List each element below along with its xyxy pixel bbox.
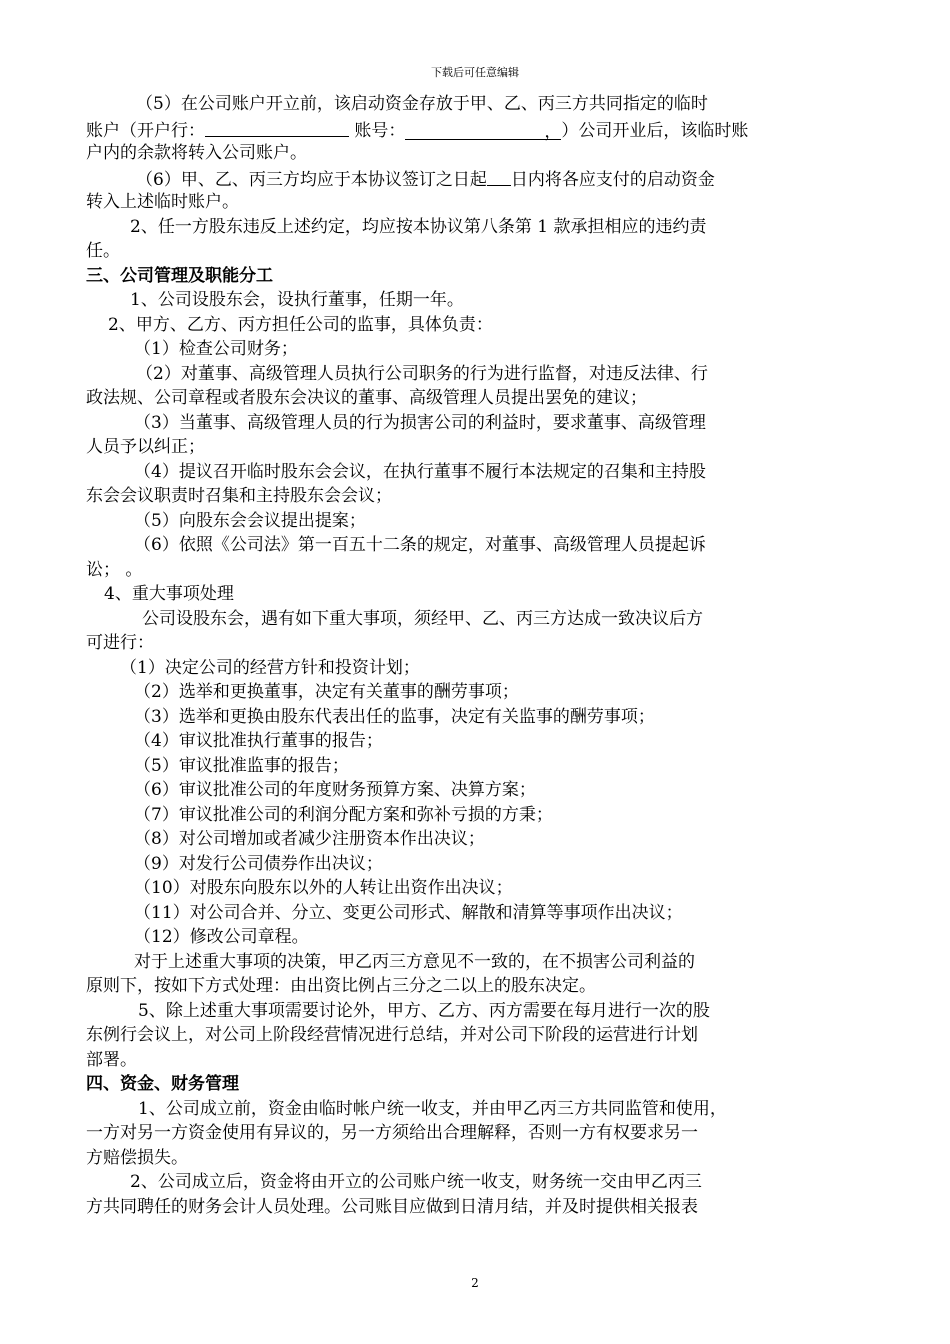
list-item: （10）对股东向股东以外的人转让出资作出决议；	[134, 878, 513, 898]
paragraph-line: 公司设股东会，遇有如下重大事项，须经甲、乙、丙三方达成一致决议后方	[142, 608, 703, 629]
account-number-blank[interactable]: ，	[405, 120, 561, 140]
paragraph-line-account: 账户（开户行： 账号： ，）公司开业后，该临时账	[86, 117, 866, 142]
list-item: （7）审议批准公司的利润分配方案和弥补亏损的方秉；	[134, 804, 553, 825]
paragraph-line: 东会会议职责时召集和主持股东会会议；	[86, 486, 392, 506]
paragraph-line: 方赔偿损失。	[86, 1147, 188, 1168]
paragraph-line: （5）在公司账户开立前，该启动资金存放于甲、乙、丙三方共同指定的临时	[136, 94, 708, 114]
list-item: （5）向股东会会议提出提案；	[134, 510, 366, 531]
section-heading-4: 四、资金、财务管理	[86, 1074, 239, 1094]
list-item: （1）检查公司财务；	[134, 339, 298, 359]
list-item: （3）选举和更换由股东代表出任的监事，决定有关监事的酬劳事项；	[134, 706, 655, 727]
paragraph-line: 任。	[86, 241, 120, 261]
list-item: （4）提议召开临时股东会会议，在执行董事不履行本法规定的召集和主持股	[134, 461, 706, 482]
list-item: （8）对公司增加或者减少注册资本作出决议；	[134, 829, 485, 849]
paragraph-line: 2、任一方股东违反上述约定，均应按本协议第八条第 1 款承担相应的违约责	[130, 216, 707, 237]
paragraph-line: 转入上述临时账户。	[86, 192, 239, 212]
paragraph-line: 户内的余款将转入公司账户。	[86, 143, 307, 163]
list-item: （2）选举和更换董事，决定有关董事的酬劳事项；	[134, 682, 519, 702]
paragraph-line: 1、公司设股东会，设执行董事，任期一年。	[130, 290, 464, 310]
paragraph-line: 4、重大事项处理	[104, 584, 234, 604]
list-item: （6）依照《公司法》第一百五十二条的规定，对董事、高级管理人员提起诉	[134, 535, 706, 555]
list-item: （12）修改公司章程。	[134, 927, 309, 947]
paragraph-line: 一方对另一方资金使用有异议的，另一方须给出合理解释，否则一方有权要求另一	[86, 1123, 698, 1143]
list-item: （4）审议批准执行董事的报告；	[134, 731, 383, 751]
paragraph-line: 政法规、公司章程或者股东会决议的董事、高级管理人员提出罢免的建议；	[86, 388, 647, 408]
paragraph-line: 东例行会议上，对公司上阶段经营情况进行总结，并对公司下阶段的运营进行计划	[86, 1025, 698, 1045]
list-item: （5）审议批准监事的报告；	[134, 755, 349, 776]
list-item: （9）对发行公司债券作出决议；	[134, 853, 383, 874]
section-heading-3: 三、公司管理及职能分工	[86, 265, 273, 286]
list-item: （6）审议批准公司的年度财务预算方案、决算方案；	[134, 780, 536, 800]
page-number: 2	[471, 1276, 479, 1290]
paragraph-line: 5、除上述重大事项需要讨论外，甲方、乙方、丙方需要在每月进行一次的股	[138, 1000, 710, 1021]
list-item: （2）对董事、高级管理人员执行公司职务的行为进行监督，对违反法律、行	[136, 363, 708, 384]
paragraph-line: 原则下，按如下方式处理：由出资比例占三分之二以上的股东决定。	[86, 976, 596, 996]
paragraph-line: 人员予以纠正；	[86, 437, 205, 457]
paragraph-line: 2、公司成立后，资金将由开立的公司账户统一收支，财务统一交由甲乙丙三	[130, 1172, 702, 1192]
paragraph-line: 可进行：	[86, 633, 154, 653]
paragraph-line: 1、公司成立前，资金由临时帐户统一收支，并由甲乙丙三方共同监管和使用，	[138, 1098, 727, 1119]
paragraph-line: 讼； 。	[86, 559, 143, 580]
document-body	[86, 92, 866, 1219]
paragraph-line: 2、甲方、乙方、丙方担任公司的监事，具体负责：	[108, 314, 493, 335]
page-header: 下载后可任意编辑	[431, 66, 519, 79]
paragraph-line-days: （6）甲、乙、丙三方均应于本协议签订之日起 日内将各应支付的启动资金	[86, 166, 866, 191]
paragraph-line: 部署。	[86, 1049, 137, 1070]
list-item: （11）对公司合并、分立、变更公司形式、解散和清算等事项作出决议；	[134, 902, 683, 923]
list-item: （1）决定公司的经营方针和投资计划；	[120, 657, 420, 678]
bank-name-blank[interactable]	[205, 117, 349, 137]
list-item: （3）当董事、高级管理人员的行为损害公司的利益时，要求董事、高级管理	[134, 412, 706, 433]
paragraph-line: 对于上述重大事项的决策，甲乙丙三方意见不一致的，在不损害公司利益的	[134, 951, 695, 972]
paragraph-line: 方共同聘任的财务会计人员处理。公司账目应做到日清月结，并及时提供相关报表	[86, 1196, 698, 1217]
days-blank[interactable]	[487, 166, 511, 186]
